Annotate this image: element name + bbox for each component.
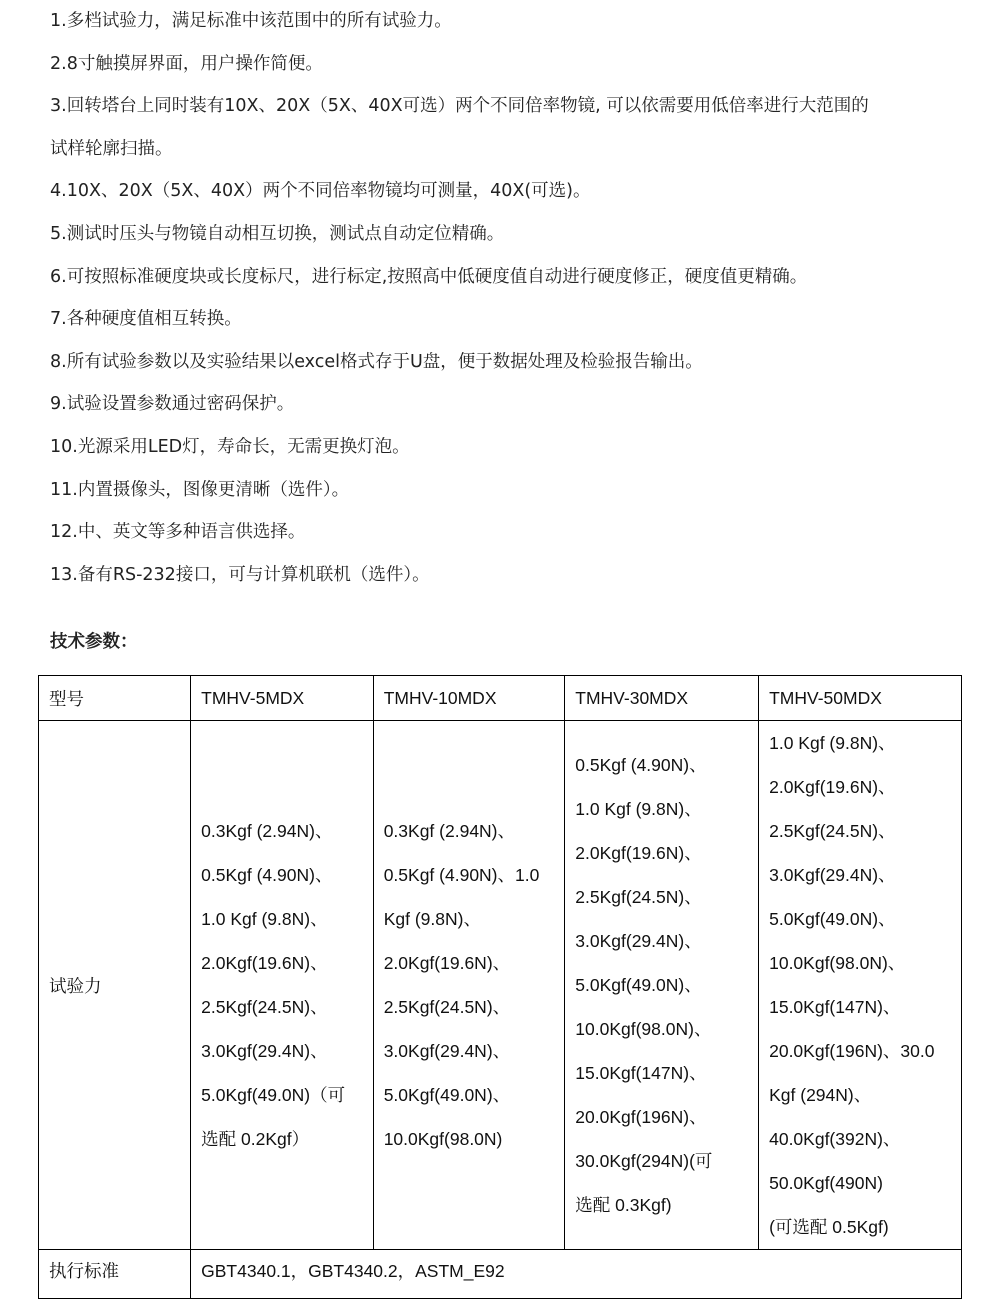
standard-value: GBT4340.1，GBT4340.2，ASTM_E92: [191, 1250, 962, 1299]
force-line: 选配 0.3Kgf): [575, 1195, 672, 1215]
force-line: Kgf (294N)、: [769, 1085, 872, 1105]
force-line: 0.5Kgf (4.90N)、: [575, 755, 707, 775]
force-line: 10.0Kgf(98.0N): [383, 1129, 503, 1149]
force-line: 2.0Kgf(19.6N)、: [769, 777, 896, 797]
force-line: 5.0Kgf(49.0N)（可: [201, 1085, 346, 1105]
force-line: 15.0Kgf(147N)、: [575, 1063, 707, 1083]
model-cell: TMHV-50MDX: [759, 676, 962, 721]
force-line: 2.0Kgf(19.6N)、: [201, 953, 328, 973]
force-line: 20.0Kgf(196N)、30.0: [769, 1041, 935, 1061]
force-line: 2.5Kgf(24.5N)、: [575, 887, 702, 907]
feature-line: 9.试验设置参数通过密码保护。: [50, 394, 295, 415]
force-line: 选配 0.2Kgf）: [201, 1129, 310, 1149]
force-line: 5.0Kgf(49.0N)、: [575, 975, 702, 995]
section-title: 技术参数：: [50, 632, 138, 652]
force-line: 2.0Kgf(19.6N)、: [575, 843, 702, 863]
feature-line: 8.所有试验参数以及实验结果以excel格式存于U盘，便于数据处理及检验报告输出。: [50, 351, 703, 372]
model-cell: TMHV-5MDX: [191, 676, 374, 721]
force-line: 50.0Kgf(490N): [769, 1173, 883, 1193]
force-line: 15.0Kgf(147N)、: [769, 997, 901, 1017]
force-line: 0.5Kgf (4.90N)、1.0: [383, 865, 540, 885]
force-cell: [759, 721, 962, 1250]
force-cell: [191, 721, 374, 1250]
feature-line: 3.回转塔台上同时装有10X、20X（5X、40X可选）两个不同倍率物镜, 可以依需要用低倍率进行大范围的: [50, 96, 869, 117]
force-line: 1.0 Kgf (9.8N)、: [201, 909, 328, 929]
force-cell: [565, 721, 759, 1250]
force-line: 3.0Kgf(29.4N)、: [769, 865, 896, 885]
feature-line: 试样轮廓扫描。: [50, 138, 173, 159]
force-line: 30.0Kgf(294N)(可: [575, 1151, 713, 1171]
feature-list: [50, 0, 970, 596]
model-cell: TMHV-30MDX: [565, 676, 759, 721]
force-line: 2.0Kgf(19.6N)、: [383, 953, 511, 973]
force-line: 3.0Kgf(29.4N)、: [575, 931, 702, 951]
spec-table: [38, 675, 962, 1299]
force-line: 3.0Kgf(29.4N)、: [383, 1041, 511, 1061]
feature-line: 10.光源采用LED灯，寿命长，无需更换灯泡。: [50, 436, 410, 457]
force-cell: [373, 721, 565, 1250]
table-row-standard: [39, 1250, 962, 1299]
table-row-force: [39, 721, 962, 1250]
force-line: 5.0Kgf(49.0N)、: [769, 909, 896, 929]
force-line: 20.0Kgf(196N)、: [575, 1107, 707, 1127]
force-line: 0.3Kgf (2.94N)、: [383, 821, 516, 841]
force-line: 0.3Kgf (2.94N)、: [201, 821, 333, 841]
force-line: 0.5Kgf (4.90N)、: [201, 865, 333, 885]
feature-line: 11.内置摄像头，图像更清晰（选件）。: [50, 479, 350, 500]
table-row-model: [39, 676, 962, 721]
force-line: 2.5Kgf(24.5N)、: [769, 821, 896, 841]
force-line: 10.0Kgf(98.0N)、: [575, 1019, 712, 1039]
force-line: 40.0Kgf(392N)、: [769, 1129, 901, 1149]
feature-line: 12.中、英文等多种语言供选择。: [50, 522, 306, 543]
force-line: Kgf (9.8N)、: [383, 909, 481, 929]
feature-line: 4.10X、20X（5X、40X）两个不同倍率物镜均可测量，40X(可选)。: [50, 181, 591, 202]
feature-line: 2.8寸触摸屏界面，用户操作简便。: [50, 53, 323, 74]
force-line: 1.0 Kgf (9.8N)、: [769, 733, 896, 753]
model-label: 型号: [39, 676, 191, 721]
model-cell: TMHV-10MDX: [373, 676, 565, 721]
force-line: 2.5Kgf(24.5N)、: [383, 997, 511, 1017]
feature-line: 5.测试时压头与物镜自动相互切换，测试点自动定位精确。: [50, 223, 505, 244]
feature-line: 7.各种硬度值相互转换。: [50, 309, 242, 330]
standard-label: 执行标准: [39, 1250, 191, 1299]
feature-line: 13.备有RS-232接口，可与计算机联机（选件）。: [50, 564, 430, 585]
force-line: 5.0Kgf(49.0N)、: [383, 1085, 511, 1105]
force-line: 1.0 Kgf (9.8N)、: [575, 799, 702, 819]
force-line: (可选配 0.5Kgf): [769, 1217, 889, 1237]
force-line: 2.5Kgf(24.5N)、: [201, 997, 328, 1017]
feature-line: 6.可按照标准硬度块或长度标尺，进行标定,按照高中低硬度值自动进行硬度修正，硬度值更精确。: [50, 266, 808, 287]
feature-line: 1.多档试验力，满足标准中该范围中的所有试验力。: [50, 11, 452, 31]
force-line: 10.0Kgf(98.0N)、: [769, 953, 906, 973]
force-line: 3.0Kgf(29.4N)、: [201, 1041, 328, 1061]
force-label: 试验力: [39, 721, 191, 1250]
